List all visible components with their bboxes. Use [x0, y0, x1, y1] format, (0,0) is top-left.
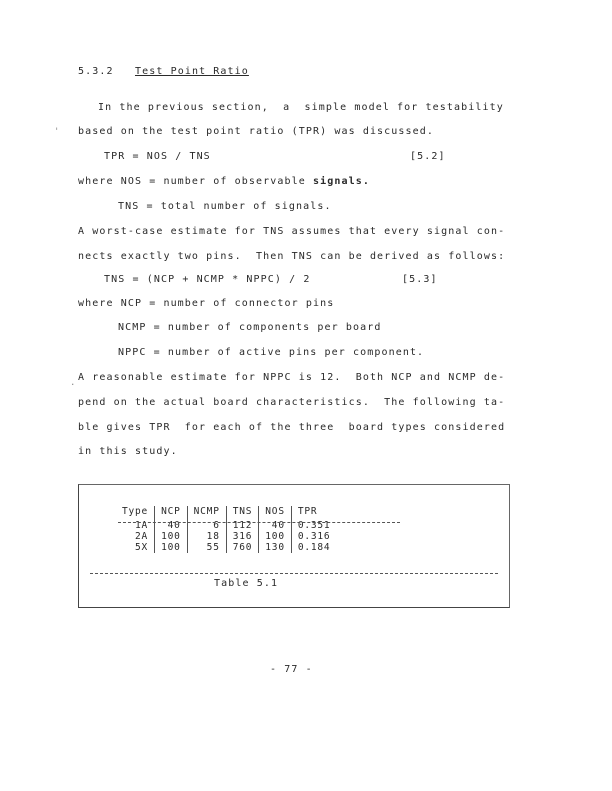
table-cell: 0.184	[291, 542, 336, 553]
equation-tns: TNS = (NCP + NCMP * NPPC) / 2	[104, 274, 311, 285]
table-header-cell: NOS	[259, 506, 292, 520]
table-cell: 40	[155, 520, 188, 531]
table-caption: Table 5.1	[214, 578, 279, 589]
definition-line	[78, 176, 370, 188]
table-cell: 100	[155, 542, 188, 553]
table-cell: 760	[226, 542, 259, 553]
section-heading	[78, 66, 249, 78]
table-cell: 100	[259, 531, 292, 542]
definition-bold-text: signals.	[312, 176, 370, 187]
table-cell: 130	[259, 542, 292, 553]
margin-speck: '	[54, 127, 61, 137]
section-number: 5.3.2	[78, 66, 114, 77]
paragraph-line: ble gives TPR for each of the three board types considered	[78, 422, 506, 433]
table-header-cell: TNS	[226, 506, 259, 520]
definition-line: NCMP = number of components per board	[118, 322, 382, 333]
paragraph-line: pend on the actual board characteristics. The following ta-	[78, 397, 506, 408]
equation-number: [5.2]	[410, 151, 446, 162]
table-cell: 5X	[135, 542, 149, 553]
table-header-cell: TPR	[291, 506, 336, 520]
paragraph-line: nects exactly two pins. Then TNS can be derived as follows:	[78, 251, 506, 262]
table-cell: 0.316	[291, 531, 336, 542]
table-header-divider	[118, 522, 400, 523]
section-title: Test Point Ratio	[134, 66, 249, 77]
table-cell: 0.351	[291, 520, 336, 531]
table-cell: 100	[155, 531, 188, 542]
table-row	[116, 542, 336, 553]
paragraph-line: A reasonable estimate for NPPC is 12. Both NCP and NCMP de-	[78, 372, 506, 383]
paragraph-line: in this study.	[78, 446, 178, 457]
table-bottom-divider	[90, 573, 498, 574]
data-table	[116, 506, 336, 553]
paragraph-line: based on the test point ratio (TPR) was discussed.	[78, 126, 435, 137]
table-row	[116, 531, 336, 542]
table-cell: 55	[187, 542, 226, 553]
paragraph-line: A worst-case estimate for TNS assumes that every signal con-	[78, 226, 506, 237]
table-cell: 316	[226, 531, 259, 542]
table-cell: 1A	[135, 520, 149, 531]
table-header-cell: NCP	[155, 506, 188, 520]
margin-speck: .	[70, 378, 77, 388]
equation-number: [5.3]	[402, 274, 438, 285]
table-cell: 40	[259, 520, 292, 531]
definition-line: where NCP = number of connector pins	[78, 298, 335, 309]
table-cell: 18	[187, 531, 226, 542]
table-header-cell: NCMP	[187, 506, 226, 520]
table-cell: 6	[187, 520, 226, 531]
table-header-row	[116, 506, 336, 520]
page-number: - 77 -	[270, 664, 313, 675]
definition-line: NPPC = number of active pins per component.	[118, 347, 425, 358]
definition-text: where NOS = number of observable	[78, 176, 313, 187]
table-cell: 112	[226, 520, 259, 531]
paragraph-line: In the previous section, a simple model for testability	[98, 102, 504, 113]
definition-line: TNS = total number of signals.	[118, 201, 332, 212]
table-header-cell: Type	[122, 506, 149, 517]
equation-tpr: TPR = NOS / TNS	[104, 151, 211, 162]
table-cell: 2A	[135, 531, 149, 542]
